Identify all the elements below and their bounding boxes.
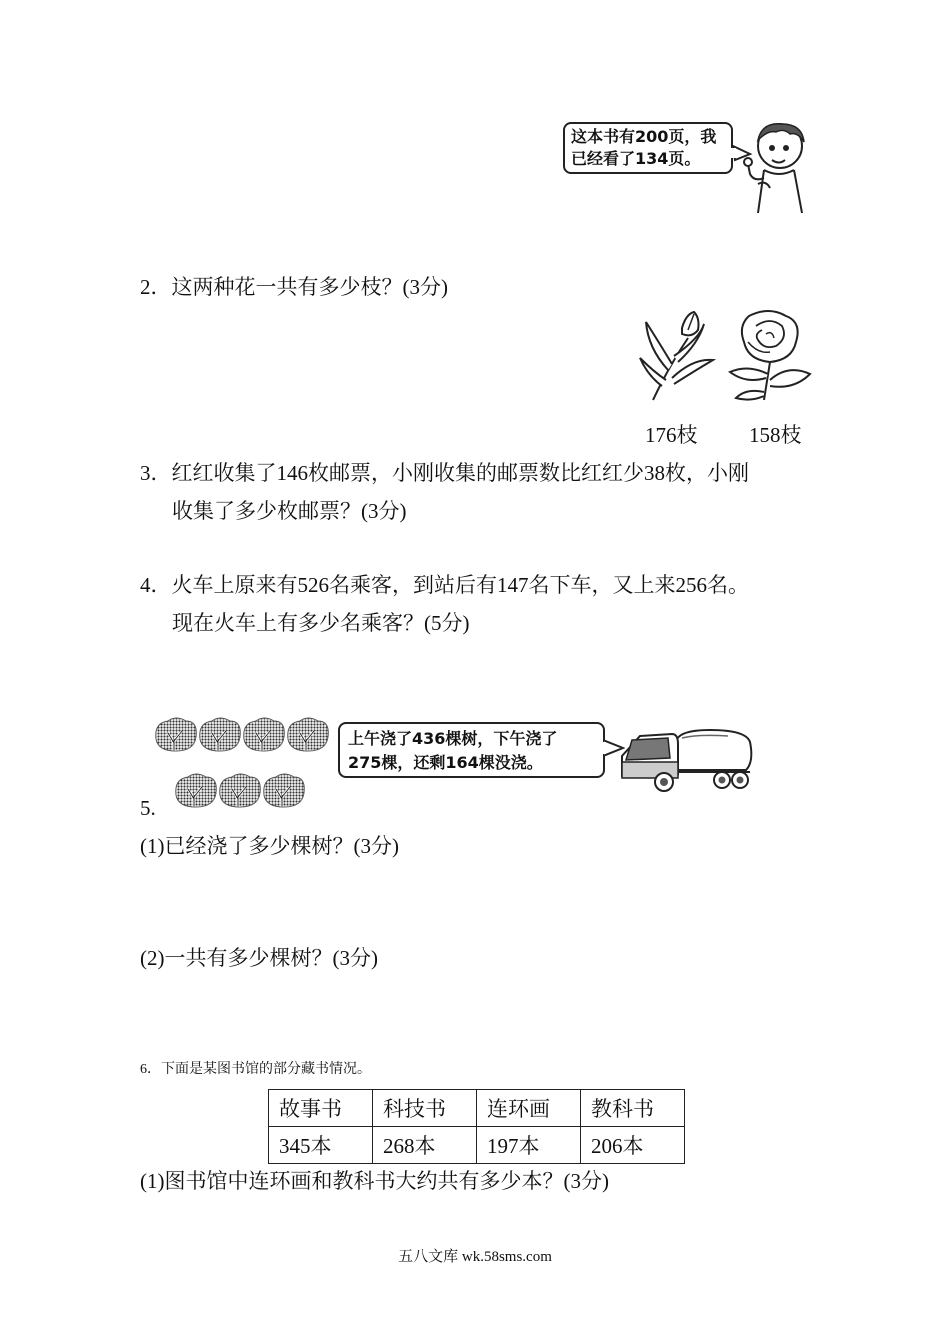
trees-illustration	[152, 715, 342, 815]
boy-bubble-line2: 已经看了134页。	[571, 149, 701, 168]
question-3-line2: 收集了多少枚邮票？(3分)	[172, 499, 407, 523]
truck-bubble-line2: 275棵，还剩164棵没浇。	[348, 753, 543, 772]
table-cell: 268本	[373, 1127, 477, 1164]
rose-illustration	[724, 308, 814, 403]
table-header-row	[269, 1090, 685, 1127]
water-truck-illustration	[618, 722, 758, 797]
table-header-cell: 科技书	[373, 1090, 477, 1127]
question-5-sub2: (2)一共有多少棵树？(3分)	[140, 946, 378, 970]
boy-speech-bubble	[563, 122, 733, 174]
table-cell: 197本	[477, 1127, 581, 1164]
table-header-cell: 连环画	[477, 1090, 581, 1127]
question-4-line1: 4．火车上原来有526名乘客，到站后有147名下车，又上来256名。	[140, 573, 749, 597]
question-6-text: 6．下面是某图书馆的部分藏书情况。	[140, 1062, 371, 1077]
boy-illustration	[728, 118, 813, 218]
question-2-text: 2．这两种花一共有多少枝？(3分)	[140, 275, 448, 299]
question-4-line2: 现在火车上有多少名乘客？(5分)	[172, 611, 470, 635]
question-5-sub1: (1)已经浇了多少棵树？(3分)	[140, 834, 399, 858]
tulip-illustration	[638, 308, 718, 403]
question-6-sub1: (1)图书馆中连环画和教科书大约共有多少本？(3分)	[140, 1169, 609, 1193]
table-header-cell: 故事书	[269, 1090, 373, 1127]
question-5-number: 5.	[140, 796, 156, 820]
table-cell: 345本	[269, 1127, 373, 1164]
tulip-count-label: 176枝	[645, 423, 698, 447]
table-row	[269, 1127, 685, 1164]
rose-count-label: 158枝	[749, 423, 802, 447]
boy-bubble-line1: 这本书有200页，我	[571, 127, 717, 146]
truck-speech-bubble	[338, 722, 605, 778]
truck-bubble-line1: 上午浇了436棵树，下午浇了	[348, 729, 558, 748]
table-header-cell: 教科书	[581, 1090, 685, 1127]
footer-watermark: 五八文库 wk.58sms.com	[398, 1249, 552, 1265]
table-cell: 206本	[581, 1127, 685, 1164]
library-books-table	[268, 1089, 685, 1164]
question-3-line1: 3．红红收集了146枚邮票，小刚收集的邮票数比红红少38枚，小刚	[140, 461, 749, 485]
